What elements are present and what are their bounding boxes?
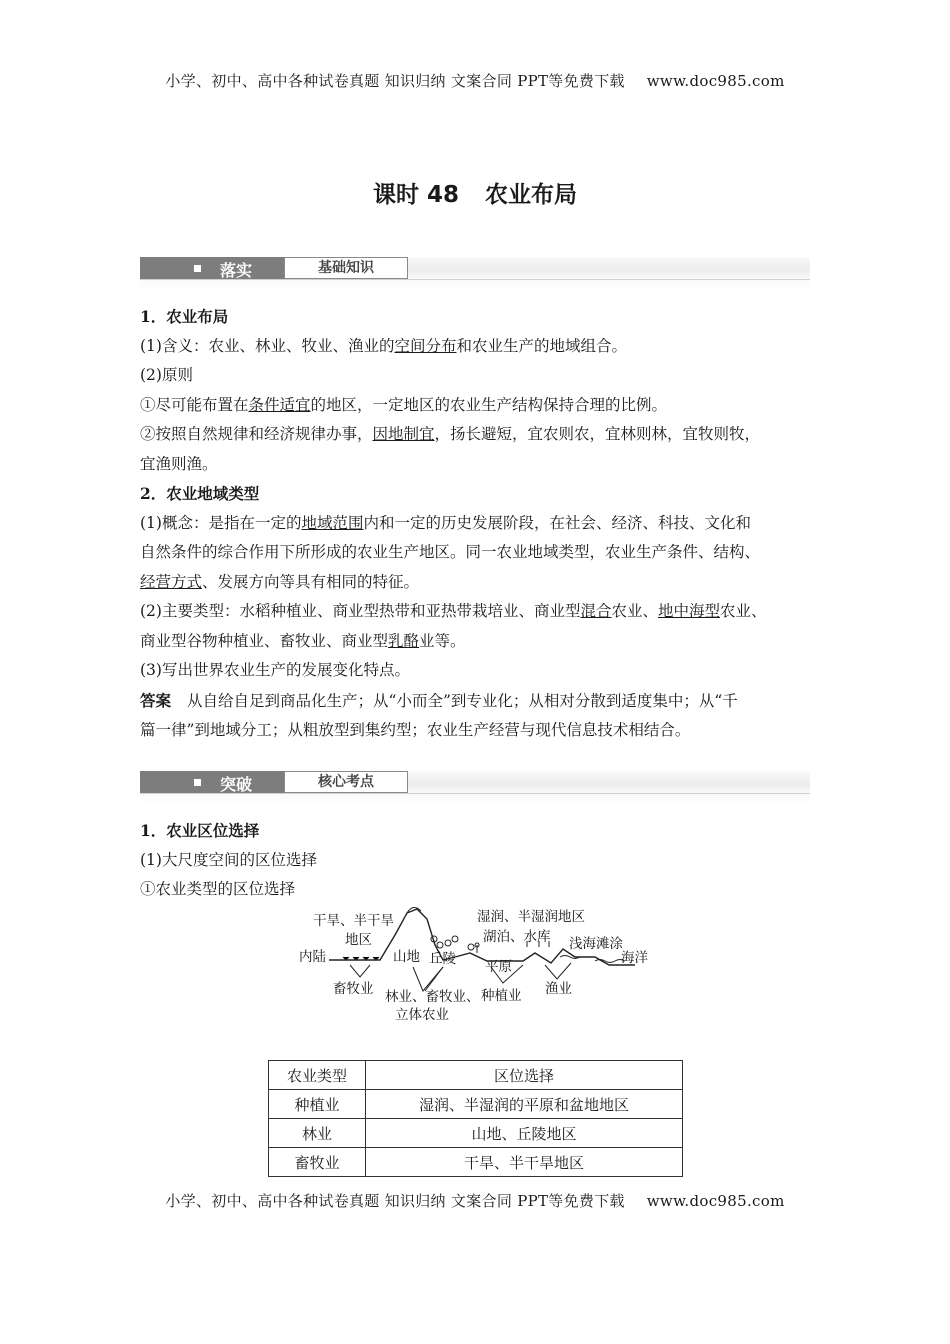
cell-type: 林业	[269, 1119, 366, 1148]
table-header-row	[269, 1061, 683, 1090]
section-label: 突破	[220, 775, 253, 794]
label-stereo: 立体农业	[395, 1007, 449, 1023]
cell-type: 畜牧业	[269, 1148, 366, 1177]
heading: 2．农业地域类型	[140, 484, 260, 503]
paragraph: 自然条件的综合作用下所形成的农业生产地区。同一农业地域类型，农业生产条件、结构、	[140, 543, 761, 561]
answer: 答案 从自给自足到商品化生产；从“小而全”到专业化；从相对分散到适度集中；从“千	[140, 690, 738, 710]
label-lake: 湖泊、水库	[483, 929, 551, 945]
label-wet: 湿润、半湿润地区	[477, 909, 585, 925]
label-hill: 丘陵	[429, 951, 456, 967]
paragraph: (1)概念：是指在一定的地域范围内和一定的历史发展阶段，在社会、经济、科技、文化和	[140, 513, 751, 532]
paragraph: (2)原则	[140, 366, 193, 384]
table-row	[269, 1148, 683, 1177]
paragraph: ①尽可能布置在条件适宜的地区，一定地区的农业生产结构保持合理的比例。	[140, 395, 668, 414]
table-row	[269, 1119, 683, 1148]
label-pastoral: 畜牧业	[333, 981, 374, 997]
label-shoal: 浅海滩涂	[569, 936, 623, 952]
heading: 1．农业区位选择	[140, 821, 260, 840]
section-banner-core	[140, 771, 810, 805]
agriculture-location-diagram	[295, 905, 665, 1030]
paragraph: (1)大尺度空间的区位选择	[140, 850, 317, 869]
label-crop: 种植业	[481, 988, 522, 1004]
label-plain: 平原	[485, 959, 512, 975]
cell-type: 种植业	[269, 1090, 366, 1119]
section-sublabel: 基础知识	[284, 257, 408, 279]
section-sublabel: 核心考点	[284, 771, 408, 793]
paragraph: 宜渔则渔。	[140, 454, 218, 473]
paragraph: ①农业类型的区位选择	[140, 880, 296, 898]
paragraph: ②按照自然规律和经济规律办事，因地制宜，扬长避短，宜农则农，宜林则林，宜牧则牧，	[140, 425, 761, 443]
answer-continued: 篇一律”到地域分工；从粗放型到集约型；农业生产经营与现代信息技术相结合。	[140, 721, 691, 739]
col-header-location: 区位选择	[366, 1061, 683, 1090]
label-dry-region: 地区	[345, 932, 372, 948]
label-mountain: 山地	[393, 949, 420, 965]
section-banner-basics	[140, 257, 810, 291]
title-text: 农业布局	[485, 182, 577, 208]
page-title	[0, 176, 950, 209]
heading: 1．农业布局	[140, 307, 229, 326]
label-inland: 内陆	[299, 949, 326, 965]
paragraph: (1)含义：农业、林业、牧业、渔业的空间分布和农业生产的地域组合。	[140, 336, 627, 355]
col-header-type: 农业类型	[269, 1061, 366, 1090]
page-header	[0, 70, 950, 91]
label-fishery: 渔业	[545, 981, 572, 997]
location-table	[268, 1060, 683, 1177]
paragraph: 经营方式、发展方向等具有相同的特征。	[140, 572, 420, 591]
footer-text: 小学、初中、高中各种试卷真题 知识归纳 文案合同 PPT等免费下载	[165, 1192, 625, 1210]
header-text: 小学、初中、高中各种试卷真题 知识归纳 文案合同 PPT等免费下载	[165, 72, 625, 90]
basics-content	[140, 302, 830, 746]
cell-location: 干旱、半干旱地区	[366, 1148, 683, 1177]
label-forest: 林业、畜牧业、	[385, 989, 480, 1005]
paragraph: 商业型谷物种植业、畜牧业、商业型乳酪业等。	[140, 631, 466, 650]
footer-url[interactable]: www.doc985.com	[646, 1192, 785, 1210]
cell-location: 山地、丘陵地区	[366, 1119, 683, 1148]
paragraph: (3)写出世界农业生产的发展变化特点。	[140, 661, 410, 679]
label-sea: 海洋	[621, 950, 648, 966]
title-number: 课时 48	[372, 182, 459, 208]
page-footer	[0, 1190, 950, 1211]
section-label: 落实	[220, 261, 253, 280]
answer-label: 答案	[140, 690, 172, 710]
paragraph: (2)主要类型：水稻种植业、商业型热带和亚热带栽培业、商业型混合农业、地中海型农业、	[140, 602, 767, 620]
table-row	[269, 1090, 683, 1119]
label-dry: 干旱、半干旱	[313, 913, 394, 929]
core-content	[140, 816, 830, 905]
header-url[interactable]: www.doc985.com	[646, 72, 785, 90]
cell-location: 湿润、半湿润的平原和盆地地区	[366, 1090, 683, 1119]
